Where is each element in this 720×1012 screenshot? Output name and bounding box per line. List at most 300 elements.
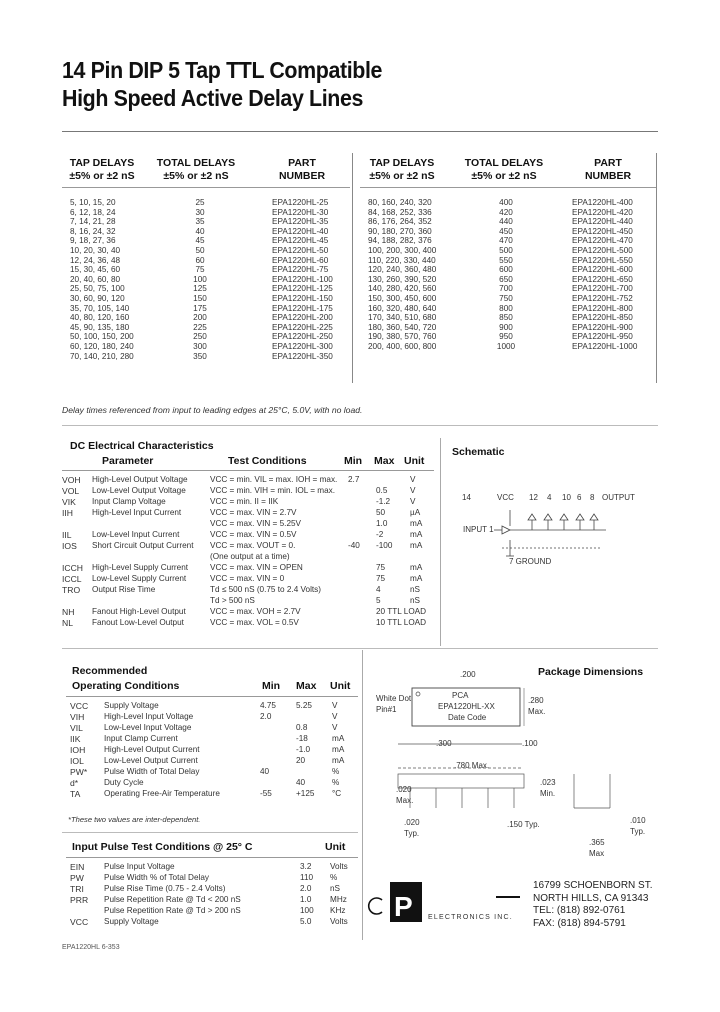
tap-delay-cell: 30, 60, 90, 120	[70, 293, 125, 303]
schem-p12: 12	[529, 493, 538, 502]
unit-cell: µA	[410, 508, 421, 517]
table-row	[62, 497, 442, 508]
pkg-d300: .300	[436, 739, 452, 748]
max-cell: 5	[376, 596, 381, 605]
min-cell: 4.75	[260, 701, 276, 710]
tap-delay-cell: 10, 20, 30, 40	[70, 245, 121, 255]
unit-cell: mA	[410, 563, 423, 572]
part-number-cell: EPA1220HL-300	[272, 341, 333, 351]
table-divider	[352, 153, 353, 383]
total-delay-cell: 950	[499, 332, 513, 342]
rec-hdr-unit: Unit	[330, 680, 351, 692]
symbol-cell: d*	[70, 778, 79, 788]
total-delay-cell: 450	[499, 226, 513, 236]
unit-cell: V	[410, 497, 416, 506]
parameter-cell: High-Level Output Voltage	[92, 475, 188, 484]
min-cell: -55	[260, 789, 272, 798]
condition-cell: VCC = max. VIN = 5.25V	[210, 519, 302, 528]
pkg-typ-2: Typ.	[630, 827, 646, 836]
total-delay-cell: 75	[195, 265, 205, 275]
parameter-cell: Duty Cycle	[104, 778, 144, 787]
unit-cell: mA	[410, 541, 423, 550]
symbol-cell: NL	[62, 618, 73, 628]
max-cell: 50	[376, 508, 386, 517]
max-cell: -100	[376, 541, 393, 550]
pca-logo-c	[368, 896, 388, 916]
parameter-cell: Fanout High-Level Output	[92, 607, 186, 616]
tap-delay-cell: 20, 40, 60, 80	[70, 274, 121, 284]
table-row	[66, 778, 366, 789]
condition-cell: VCC = max. VOH = 2.7V	[210, 607, 301, 616]
dc-hdr-unit: Unit	[404, 455, 425, 467]
total-delay-cell: 150	[193, 293, 207, 303]
unit-cell: mA	[332, 756, 345, 765]
total-delay-cell: 125	[193, 284, 207, 294]
part-number-cell: EPA1220HL-450	[572, 226, 633, 236]
total-delay-cell: 35	[195, 217, 205, 227]
table-edge	[656, 153, 657, 383]
pulse-rows	[66, 862, 366, 928]
hdr-tap-right: TAP DELAYS ±5% or ±2 nS	[369, 157, 435, 182]
unit-cell: KHz	[330, 906, 346, 915]
unit-cell: nS	[330, 884, 341, 893]
tap-delay-cell: 35, 70, 105, 140	[70, 303, 130, 313]
table-row	[66, 873, 366, 884]
dc-rows	[62, 475, 442, 629]
value-cell: 110	[300, 873, 314, 882]
symbol-cell: EIN	[70, 862, 85, 872]
rec-note: *These two values are inter-dependent.	[68, 815, 201, 824]
table-row	[62, 475, 442, 486]
parameter-cell: Supply Voltage	[104, 701, 159, 710]
unit-cell: mA	[410, 519, 423, 528]
value-cell: 3.2	[300, 862, 312, 871]
dc-hdr-min: Min	[344, 455, 363, 467]
tap-delay-cell: 86, 176, 264, 352	[368, 217, 432, 227]
tap-delay-cell: 200, 400, 600, 800	[368, 341, 437, 351]
unit-cell: MHz	[330, 895, 347, 904]
unit-cell: %	[332, 767, 340, 776]
unit-cell: V	[332, 712, 338, 721]
package-title: Package Dimensions	[538, 666, 644, 678]
dc-title: DC Electrical Characteristics	[70, 440, 214, 452]
footer-code: EPA1220HL 6-353	[62, 944, 120, 951]
condition-cell: (One output at a time)	[210, 552, 290, 561]
parameter-cell: Pulse Input Voltage	[104, 862, 175, 871]
lower-divider	[362, 650, 363, 940]
schem-p10: 10	[562, 493, 571, 502]
max-cell: 4	[376, 585, 381, 594]
tap-delay-cell: 45, 90, 135, 180	[70, 322, 130, 332]
condition-cell: VCC = min. VIH = min. IOL = max.	[210, 486, 336, 495]
max-cell: 10 TTL LOAD	[376, 618, 427, 627]
table-rule-right	[360, 187, 656, 188]
rec-rows	[66, 701, 366, 800]
part-number-cell: EPA1220HL-600	[572, 265, 633, 275]
condition-cell: VCC = max. VIN = 2.7V	[210, 508, 297, 517]
table-row	[66, 884, 366, 895]
symbol-cell: IIK	[70, 734, 81, 744]
part-number-cell: EPA1220HL-100	[272, 274, 333, 284]
table-row	[62, 596, 442, 607]
table-row	[66, 917, 366, 928]
part-number-cell: EPA1220HL-40	[272, 226, 329, 236]
address-line-2: NORTH HILLS, CA 91343	[533, 892, 649, 904]
part-number-cell: EPA1220HL-1000	[572, 341, 638, 351]
section-rule-1	[62, 425, 658, 426]
min-cell: 2.0	[260, 712, 272, 721]
hdr-part-right: PART NUMBER	[584, 157, 632, 182]
parameter-cell: Pulse Repetition Rate @ Td < 200 nS	[104, 895, 241, 904]
parameter-cell: Pulse Width % of Total Delay	[104, 873, 209, 882]
hdr-tap-left: TAP DELAYS ±5% or ±2 nS	[69, 157, 135, 182]
tap-delay-cell: 130, 260, 390, 520	[368, 274, 437, 284]
parameter-cell: High-Level Supply Current	[92, 563, 189, 572]
table-row	[62, 607, 442, 618]
schematic-title: Schematic	[452, 446, 505, 458]
condition-cell: VCC = max. VOUT = 0.	[210, 541, 296, 550]
max-cell: 5.25	[296, 701, 312, 710]
part-number-cell: EPA1220HL-550	[572, 255, 633, 265]
pulse-rule	[66, 857, 358, 858]
condition-cell: Td ≤ 500 nS (0.75 to 2.4 Volts)	[210, 585, 321, 594]
part-number-cell: EPA1220HL-650	[572, 274, 633, 284]
part-number-cell: EPA1220HL-35	[272, 217, 329, 227]
total-delay-cell: 850	[499, 313, 513, 323]
page-title	[62, 56, 382, 112]
symbol-cell: VOL	[62, 486, 80, 496]
table-row	[62, 519, 442, 530]
tap-delay-cell: 12, 24, 36, 48	[70, 255, 121, 265]
tap-delay-cell: 80, 160, 240, 320	[368, 198, 432, 207]
total-delay-cell: 600	[499, 265, 513, 275]
min-cell: 2.7	[348, 475, 360, 484]
pkg-d010: .010	[630, 816, 646, 825]
tap-delay-cell: 8, 16, 24, 32	[70, 226, 116, 236]
pkg-d023: .023	[540, 778, 556, 787]
max-cell: -1.0	[296, 745, 311, 754]
tap-delay-cell: 15, 30, 45, 60	[70, 265, 121, 275]
total-delay-cell: 25	[195, 198, 205, 207]
table-row	[66, 712, 366, 723]
total-delay-cell: 200	[193, 313, 207, 323]
part-number-cell: EPA1220HL-900	[572, 322, 633, 332]
part-number-cell: EPA1220HL-200	[272, 313, 333, 323]
parameter-cell: High-Level Input Voltage	[104, 712, 194, 721]
part-number-cell: EPA1220HL-45	[272, 236, 329, 246]
unit-cell: mA	[332, 745, 345, 754]
pkg-white-dot: White Dot	[376, 694, 412, 703]
part-number-cell: EPA1220HL-500	[572, 245, 633, 255]
parameter-cell: Pulse Width of Total Delay	[104, 767, 200, 776]
unit-cell: nS	[410, 596, 421, 605]
table-row	[66, 756, 366, 767]
table-row	[62, 508, 442, 519]
part-number-cell: EPA1220HL-75	[272, 265, 329, 275]
value-cell: 100	[300, 906, 314, 915]
total-delay-cell: 40	[195, 226, 205, 236]
symbol-cell: IOH	[70, 745, 86, 755]
value-cell: 1.0	[300, 895, 312, 904]
total-delay-cell: 550	[499, 255, 513, 265]
unit-cell: mA	[410, 530, 423, 539]
part-number-cell: EPA1220HL-225	[272, 322, 333, 332]
part-number-cell: EPA1220HL-250	[272, 332, 333, 342]
min-cell: -40	[348, 541, 360, 550]
pkg-d280: .280	[528, 696, 544, 705]
schem-output: OUTPUT	[602, 493, 635, 502]
total-delay-cell: 500	[499, 245, 513, 255]
symbol-cell: TA	[70, 789, 81, 799]
tap-delay-cell: 84, 168, 252, 336	[368, 207, 432, 217]
package-side-view	[384, 732, 634, 812]
dc-hdr-max: Max	[374, 455, 395, 467]
total-delay-cell: 440	[499, 217, 513, 227]
tap-delay-cell: 180, 360, 540, 720	[368, 322, 437, 332]
total-delay-cell: 470	[499, 236, 513, 246]
unit-cell: V	[332, 701, 338, 710]
company-tel: TEL: (818) 892-0761	[533, 905, 626, 916]
symbol-cell: IIL	[62, 530, 72, 540]
parameter-cell: Low-Level Input Voltage	[104, 723, 192, 732]
total-delay-cell: 30	[195, 207, 205, 217]
pca-logo	[388, 880, 424, 924]
title-rule	[62, 131, 658, 132]
tap-delay-cell: 7, 14, 21, 28	[70, 217, 116, 227]
unit-cell: V	[410, 486, 416, 495]
table-row	[66, 789, 366, 800]
unit-cell: nS	[410, 585, 421, 594]
parameter-cell: Supply Voltage	[104, 917, 159, 926]
table-row	[66, 734, 366, 745]
part-number-cell: EPA1220HL-850	[572, 313, 633, 323]
title-line-2: High Speed Active Delay Lines	[62, 85, 364, 111]
schem-pin14: 14	[462, 493, 471, 502]
pkg-d020: .020	[396, 785, 412, 794]
rec-rule	[66, 696, 358, 697]
company-address	[533, 880, 653, 930]
table-row	[62, 563, 442, 574]
max-cell: 20	[296, 756, 306, 765]
pkg-date: Date Code	[448, 713, 487, 722]
table-row	[66, 862, 366, 873]
symbol-cell: ICCH	[62, 563, 84, 573]
value-cell: 5.0	[300, 917, 312, 926]
parameter-cell: Low-Level Supply Current	[92, 574, 187, 583]
rec-hdr-max: Max	[296, 680, 317, 692]
tap-delay-cell: 100, 200, 300, 400	[368, 245, 437, 255]
parameter-cell: High-Level Input Current	[92, 508, 182, 517]
total-delay-cell: 1000	[496, 341, 516, 351]
symbol-cell: ICCL	[62, 574, 82, 584]
table-row	[62, 530, 442, 541]
condition-cell: VCC = max. VOL = 0.5V	[210, 618, 299, 627]
pkg-max-2: Max.	[396, 796, 414, 805]
part-number-cell: EPA1220HL-470	[572, 236, 633, 246]
symbol-cell: PW*	[70, 767, 88, 777]
table-row	[62, 552, 442, 563]
company-electronics: ELECTRONICS INC.	[428, 914, 513, 921]
total-delay-cell: 800	[499, 303, 513, 313]
parameter-cell: Input Clamp Current	[104, 734, 178, 743]
schem-p6: 6	[577, 493, 582, 502]
unit-cell: mA	[410, 574, 423, 583]
tap-delay-cell: 150, 300, 450, 600	[368, 293, 437, 303]
part-number-cell: EPA1220HL-800	[572, 303, 633, 313]
table-row	[62, 618, 442, 629]
unit-cell: mA	[332, 734, 345, 743]
tap-delay-cell: 90, 180, 270, 360	[368, 226, 432, 236]
total-delay-cell: 250	[193, 332, 207, 342]
rec-hdr-min: Min	[262, 680, 281, 692]
symbol-cell: VCC	[70, 701, 89, 711]
table-row	[66, 723, 366, 734]
rec-title-2: Operating Conditions	[72, 680, 180, 692]
part-number-cell: EPA1220HL-30	[272, 207, 329, 217]
pulse-title: Input Pulse Test Conditions @ 25° C	[72, 841, 253, 853]
pkg-d020b: .020	[404, 818, 420, 827]
symbol-cell: TRI	[70, 884, 84, 894]
min-cell: 40	[260, 767, 270, 776]
tap-delay-cell: 40, 80, 120, 160	[70, 313, 130, 323]
parameter-cell: Pulse Repetition Rate @ Td > 200 nS	[104, 906, 241, 915]
unit-cell: %	[330, 873, 338, 882]
max-cell: 1.0	[376, 519, 388, 528]
symbol-cell: NH	[62, 607, 75, 617]
tap-delay-cell: 6, 12, 18, 24	[70, 207, 116, 217]
table-row	[66, 895, 366, 906]
condition-cell: VCC = min. II = IIK	[210, 497, 279, 506]
tap-delay-cell: 50, 100, 150, 200	[70, 332, 134, 342]
total-delay-cell: 700	[499, 284, 513, 294]
part-number-cell: EPA1220HL-175	[272, 303, 333, 313]
table-row	[62, 574, 442, 585]
parameter-cell: Low-Level Input Current	[92, 530, 180, 539]
table-row	[66, 767, 366, 778]
pkg-d780: .780 Max.	[454, 761, 490, 770]
parameter-cell: Operating Free-Air Temperature	[104, 789, 220, 798]
parameter-cell: Low-Level Output Voltage	[92, 486, 186, 495]
max-cell: 75	[376, 563, 386, 572]
schem-ground: 7 GROUND	[509, 557, 552, 566]
tap-delay-cell: 170, 340, 510, 680	[368, 313, 437, 323]
unit-cell: %	[332, 778, 340, 787]
symbol-cell: VCC	[70, 917, 89, 927]
symbol-cell: VIL	[70, 723, 83, 733]
delay-note: Delay times referenced from input to leading edges at 25°C, 5.0V, with no load.	[62, 405, 363, 415]
company-fax: FAX: (818) 894-5791	[533, 917, 626, 929]
table-row	[66, 701, 366, 712]
parameter-cell: Output Rise Time	[92, 585, 156, 594]
part-number-cell: EPA1220HL-60	[272, 255, 329, 265]
condition-cell: VCC = max. VIN = OPEN	[210, 563, 303, 572]
max-cell: 0.8	[296, 723, 308, 732]
left-tap-column	[70, 198, 136, 361]
total-delay-cell: 45	[195, 236, 205, 246]
max-cell: 75	[376, 574, 386, 583]
unit-cell: V	[410, 475, 416, 484]
tap-delay-cell: 60, 120, 180, 240	[70, 341, 134, 351]
left-part-column	[272, 198, 348, 361]
hdr-total-left: TOTAL DELAYS ±5% or ±2 nS	[156, 157, 236, 182]
tap-delay-cell: 140, 280, 420, 560	[368, 284, 437, 294]
parameter-cell: Low-Level Output Current	[104, 756, 198, 765]
symbol-cell: PRR	[70, 895, 89, 905]
pkg-pca: PCA	[452, 691, 469, 700]
title-line-1: 14 Pin DIP 5 Tap TTL Compatible	[62, 57, 383, 83]
symbol-cell: IOS	[62, 541, 77, 551]
tap-delay-cell: 110, 220, 330, 440	[368, 255, 436, 265]
symbol-cell: PW	[70, 873, 84, 883]
tap-delay-cell: 190, 380, 570, 760	[368, 332, 437, 342]
pkg-pin1: Pin#1	[376, 705, 397, 714]
dc-hdr-conditions: Test Conditions	[228, 455, 307, 467]
part-number-cell: EPA1220HL-150	[272, 293, 333, 303]
condition-cell: VCC = min. VIL = max. IOH = max.	[210, 475, 338, 484]
unit-cell: Volts	[330, 917, 348, 926]
tap-delay-cell: 70, 140, 210, 280	[70, 351, 134, 361]
table-row	[66, 745, 366, 756]
value-cell: 2.0	[300, 884, 312, 893]
parameter-cell: High-Level Output Current	[104, 745, 200, 754]
dc-hdr-parameter: Parameter	[102, 455, 154, 467]
part-number-cell: EPA1220HL-125	[272, 284, 333, 294]
total-delay-cell: 60	[195, 255, 205, 265]
max-cell: -2	[376, 530, 384, 539]
svg-text:P: P	[394, 891, 413, 922]
left-total-column	[170, 198, 230, 361]
total-delay-cell: 650	[499, 274, 513, 284]
table-row	[62, 585, 442, 596]
total-delay-cell: 350	[193, 351, 207, 361]
pkg-d100: .100	[522, 739, 538, 748]
part-number-cell: EPA1220HL-752	[572, 293, 633, 303]
condition-cell: VCC = max. VIN = 0	[210, 574, 285, 583]
max-cell: -1.2	[376, 497, 391, 506]
logo-dash	[496, 896, 520, 898]
unit-cell: Volts	[330, 862, 348, 871]
dc-rule	[62, 470, 434, 471]
part-number-cell: EPA1220HL-400	[572, 198, 633, 207]
table-row	[62, 541, 442, 552]
total-delay-cell: 300	[193, 341, 207, 351]
total-delay-cell: 420	[499, 207, 513, 217]
right-tap-column	[368, 198, 448, 352]
right-total-column	[476, 198, 536, 352]
total-delay-cell: 400	[499, 198, 513, 207]
schem-vcc: VCC	[497, 493, 514, 502]
pkg-d150: .150 Typ.	[507, 820, 540, 829]
tap-delay-cell: 5, 10, 15, 20	[70, 198, 116, 207]
unit-cell: °C	[332, 789, 342, 798]
section-rule-2	[62, 648, 658, 649]
hdr-total-right: TOTAL DELAYS ±5% or ±2 nS	[464, 157, 544, 182]
pkg-typ: Typ.	[404, 829, 420, 838]
pkg-part: EPA1220HL-XX	[438, 702, 495, 711]
total-delay-cell: 175	[193, 303, 207, 313]
schem-p8: 8	[590, 493, 595, 502]
pkg-d200: .200	[460, 670, 476, 679]
symbol-cell: IOL	[70, 756, 84, 766]
pkg-max: Max.	[528, 707, 546, 716]
condition-cell: VCC = max. VIN = 0.5V	[210, 530, 297, 539]
total-delay-cell: 100	[193, 274, 207, 284]
address-line-1: 16799 SCHOENBORN ST.	[533, 880, 653, 891]
symbol-cell: IIH	[62, 508, 73, 518]
part-number-cell: EPA1220HL-420	[572, 207, 633, 217]
parameter-cell: Fanout Low-Level Output	[92, 618, 184, 627]
max-cell: 0.5	[376, 486, 388, 495]
